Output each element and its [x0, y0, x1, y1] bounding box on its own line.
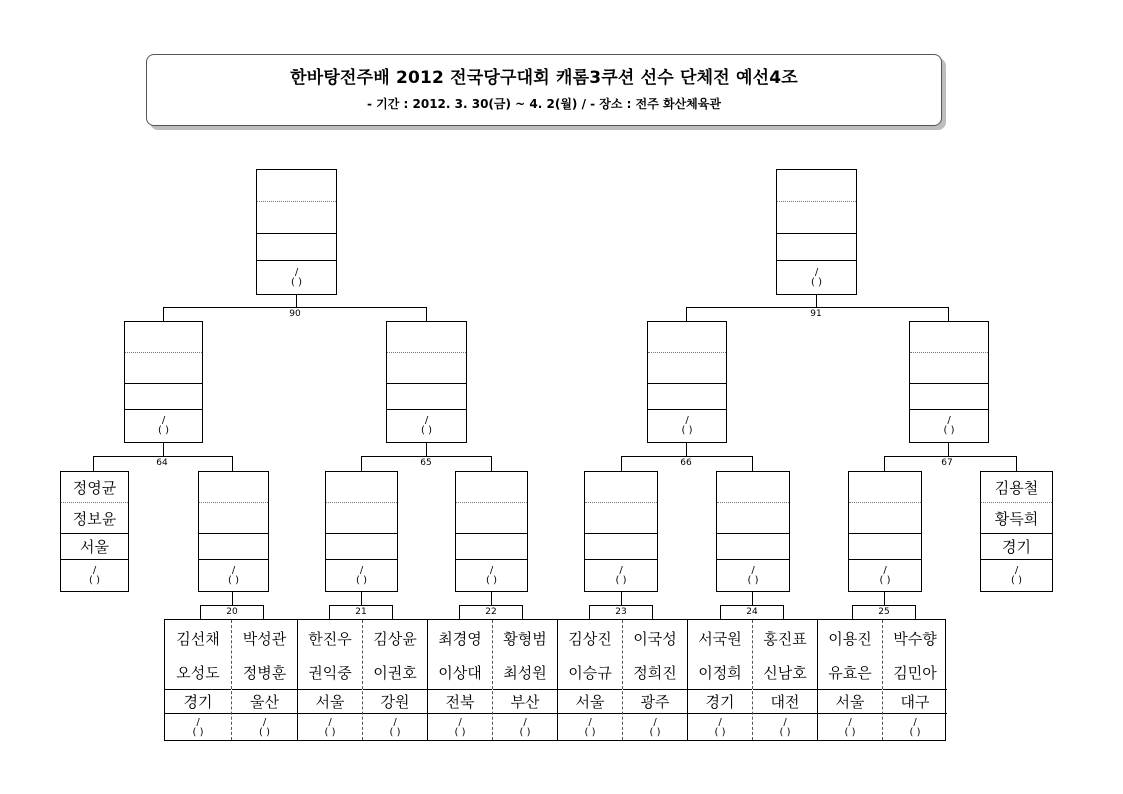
score-slash: /: [424, 415, 429, 426]
result-box-m67-a: [848, 471, 922, 592]
team-column: [232, 620, 298, 740]
bracket-line: [361, 456, 362, 472]
match-label-box: 21: [329, 605, 393, 619]
player-cell: [456, 472, 527, 503]
player-cell: 권익중: [298, 656, 362, 690]
bracket-line: [752, 456, 753, 472]
score-slash: /: [359, 564, 364, 576]
region-cell: 전북: [428, 690, 492, 714]
player-cell: [777, 170, 856, 202]
score-slash: /: [196, 717, 200, 728]
bracket-line: [491, 456, 492, 472]
region-cell: [125, 384, 202, 410]
player-cell: 황득희: [981, 503, 1052, 534]
player-cell: [125, 353, 202, 384]
score-slash: /: [458, 717, 462, 728]
score-parens: ( ): [1011, 574, 1022, 586]
score-parens: ( ): [158, 425, 169, 436]
player-cell: [910, 353, 988, 384]
score-parens: ( ): [811, 276, 822, 288]
score-parens: ( ): [879, 574, 891, 586]
region-cell: 서울: [298, 690, 362, 714]
player-cell: [125, 322, 202, 353]
score-slash: /: [718, 717, 722, 728]
score-parens: ( ): [615, 574, 627, 586]
region-cell: 서울: [61, 534, 128, 560]
region-cell: 서울: [558, 690, 622, 714]
bracket-line: [686, 307, 949, 308]
region-cell: 대구: [883, 690, 947, 714]
player-cell: [199, 472, 268, 503]
player-cell: [326, 503, 397, 534]
score-slash: /: [947, 415, 951, 426]
bracket-line: [163, 307, 427, 308]
seeded-team-right: [980, 471, 1053, 592]
score-parens: ( ): [291, 276, 302, 288]
player-cell: 최성원: [493, 656, 557, 690]
score-cell: [717, 560, 789, 591]
player-cell: 김선채: [176, 629, 220, 648]
score-cell: [623, 714, 687, 742]
score-slash: /: [262, 717, 267, 728]
player-cell: [326, 472, 397, 503]
region-cell: 경기: [688, 690, 752, 714]
score-cell: [363, 714, 427, 742]
region-cell: [387, 384, 466, 410]
region-cell: 경기: [165, 690, 231, 714]
region-cell: [777, 234, 856, 261]
player-cell: 최경영: [438, 629, 482, 648]
player-cell: 박수향: [893, 629, 937, 648]
score-parens: ( ): [454, 727, 466, 738]
player-cell: 김상윤: [373, 629, 417, 648]
region-cell: [585, 534, 657, 560]
score-cell: [910, 410, 988, 442]
team-column: [363, 620, 428, 740]
score-parens: ( ): [89, 574, 100, 586]
bracket-line: [426, 443, 427, 457]
score-parens: ( ): [779, 727, 791, 738]
player-cell: 정보윤: [61, 503, 128, 534]
player-cell: 정영균: [61, 472, 128, 503]
player-cell: [585, 503, 657, 534]
player-cell: 김용철: [981, 472, 1052, 503]
score-cell: [428, 714, 492, 742]
region-cell: 대전: [753, 690, 817, 714]
player-cell: [648, 322, 726, 353]
bracket-line: [93, 456, 233, 457]
player-cell: 정희진: [623, 656, 687, 690]
result-box-m91-b: [909, 321, 989, 443]
bracket-line: [621, 592, 622, 606]
score-parens: ( ): [943, 425, 955, 436]
bracket-line: [948, 307, 949, 322]
player-cell: 이용진: [828, 629, 872, 648]
bracket-line: [491, 592, 492, 606]
score-cell: [981, 560, 1052, 591]
score-cell: [818, 714, 882, 742]
player-cell: [849, 472, 921, 503]
result-box-m65-a: [325, 471, 398, 592]
player-cell: 황형범: [503, 629, 547, 648]
region-cell: [456, 534, 527, 560]
team-column: [753, 620, 818, 740]
result-box-m66-a: [584, 471, 658, 592]
score-cell: [232, 714, 297, 742]
team-column: [165, 620, 232, 740]
score-parens: ( ): [519, 727, 531, 738]
player-cell: 한진우: [308, 629, 352, 648]
team-column: [623, 620, 688, 740]
final-result-box-right: [776, 169, 857, 295]
region-cell: [717, 534, 789, 560]
score-cell: [199, 560, 268, 591]
player-cell: [387, 322, 466, 353]
region-cell: [326, 534, 397, 560]
player-cell: [199, 503, 268, 534]
score-parens: ( ): [714, 727, 726, 738]
player-cell: [257, 202, 336, 234]
team-column: [883, 620, 947, 740]
bracket-line: [884, 456, 1017, 457]
score-slash: /: [783, 717, 787, 728]
region-cell: 강원: [363, 690, 427, 714]
team-column: [298, 620, 363, 740]
region-cell: 부산: [493, 690, 557, 714]
score-cell: [753, 714, 817, 742]
result-box-m64-b: [198, 471, 269, 592]
team-column: [818, 620, 883, 740]
score-cell: [257, 261, 336, 294]
title-banner: [146, 54, 942, 126]
player-cell: 유효은: [818, 656, 882, 690]
match-number: 67: [941, 458, 953, 468]
score-cell: [883, 714, 947, 742]
score-slash: /: [231, 564, 236, 576]
score-cell: [688, 714, 752, 742]
score-slash: /: [92, 564, 97, 576]
bracket-line: [884, 592, 885, 606]
score-slash: /: [1014, 564, 1019, 576]
score-slash: /: [393, 717, 397, 728]
region-cell: 울산: [232, 690, 297, 714]
bracket-line: [232, 456, 233, 472]
match-number: 65: [420, 458, 432, 468]
score-slash: /: [751, 564, 755, 576]
player-cell: 신남호: [753, 656, 817, 690]
bracket-line: [163, 443, 164, 457]
score-cell: [456, 560, 527, 591]
score-cell: [585, 560, 657, 591]
score-slash: /: [294, 266, 299, 278]
score-parens: ( ): [324, 727, 336, 738]
bracket-line: [163, 307, 164, 322]
bracket-line: [1016, 456, 1017, 472]
score-slash: /: [619, 564, 623, 576]
score-cell: [558, 714, 622, 742]
score-parens: ( ): [584, 727, 596, 738]
score-cell: [777, 261, 856, 294]
result-box-m66-b: [716, 471, 790, 592]
score-slash: /: [814, 266, 819, 278]
player-cell: 오성도: [165, 656, 231, 690]
score-parens: ( ): [421, 425, 432, 436]
score-parens: ( ): [192, 727, 204, 738]
final-result-box-left: [256, 169, 337, 295]
player-cell: 이권호: [363, 656, 427, 690]
match-number: 91: [810, 309, 822, 319]
score-parens: ( ): [389, 727, 401, 738]
bracket-line: [686, 443, 687, 457]
bracket-line: [361, 592, 362, 606]
score-cell: [849, 560, 921, 591]
score-slash: /: [685, 415, 689, 426]
bracket-line: [621, 456, 622, 472]
team-column: [428, 620, 493, 740]
player-cell: [717, 472, 789, 503]
match-label-box: 20: [200, 605, 264, 619]
score-cell: [326, 560, 397, 591]
player-cell: 김상진: [568, 629, 612, 648]
score-parens: ( ): [259, 727, 270, 738]
team-column: [558, 620, 623, 740]
match-label-box: 23: [589, 605, 653, 619]
score-parens: ( ): [649, 727, 661, 738]
score-cell: [165, 714, 231, 742]
first-round-table: [164, 619, 946, 741]
region-cell: 경기: [981, 534, 1052, 560]
seeded-team-left: [60, 471, 129, 592]
match-label-box: 25: [852, 605, 916, 619]
match-label-box: 22: [459, 605, 523, 619]
bracket-line: [948, 443, 949, 457]
player-cell: 이승규: [558, 656, 622, 690]
score-slash: /: [523, 717, 527, 728]
player-cell: [717, 503, 789, 534]
match-number: 64: [156, 458, 168, 468]
score-slash: /: [653, 717, 657, 728]
player-cell: [456, 503, 527, 534]
match-number: 90: [289, 309, 301, 319]
bracket-line: [361, 456, 492, 457]
player-cell: 홍진표: [763, 629, 807, 648]
score-slash: /: [489, 564, 494, 576]
score-cell: [125, 410, 202, 442]
score-parens: ( ): [844, 727, 856, 738]
result-box-m65-b: [455, 471, 528, 592]
region-cell: [648, 384, 726, 410]
player-cell: 이국성: [633, 629, 677, 648]
score-cell: [387, 410, 466, 442]
score-slash: /: [883, 564, 887, 576]
score-cell: [298, 714, 362, 742]
score-parens: ( ): [228, 574, 239, 586]
score-parens: ( ): [356, 574, 367, 586]
player-cell: 서국원: [698, 629, 742, 648]
score-slash: /: [913, 717, 917, 728]
score-parens: ( ): [747, 574, 759, 586]
player-cell: [849, 503, 921, 534]
score-slash: /: [328, 717, 332, 728]
score-slash: /: [161, 415, 166, 426]
player-cell: 박성관: [242, 629, 287, 648]
bracket-line: [884, 456, 885, 472]
result-box-m91-a: [647, 321, 727, 443]
bracket-line: [426, 307, 427, 322]
bracket-line: [752, 592, 753, 606]
region-cell: [199, 534, 268, 560]
score-parens: ( ): [681, 425, 693, 436]
page-title: 한바탕전주배 2012 전국당구대회 캐롬3쿠션 선수 단체전 예선4조: [290, 68, 798, 88]
bracket-line: [686, 307, 687, 322]
score-parens: ( ): [909, 727, 921, 738]
player-cell: 김민아: [883, 656, 947, 690]
region-cell: 광주: [623, 690, 687, 714]
player-cell: [387, 353, 466, 384]
player-cell: [777, 202, 856, 234]
result-box-m90-a: [124, 321, 203, 443]
score-slash: /: [588, 717, 592, 728]
player-cell: [585, 472, 657, 503]
score-cell: [648, 410, 726, 442]
player-cell: 이상대: [428, 656, 492, 690]
score-slash: /: [848, 717, 852, 728]
match-label-box: 24: [720, 605, 784, 619]
result-box-m90-b: [386, 321, 467, 443]
player-cell: [257, 170, 336, 202]
score-cell: [493, 714, 557, 742]
player-cell: 정병훈: [232, 656, 297, 690]
team-column: [493, 620, 558, 740]
score-cell: [61, 560, 128, 591]
score-parens: ( ): [486, 574, 497, 586]
player-cell: [910, 322, 988, 353]
match-number: 66: [680, 458, 692, 468]
region-cell: [910, 384, 988, 410]
bracket-line: [232, 592, 233, 606]
player-cell: [648, 353, 726, 384]
region-cell: [849, 534, 921, 560]
bracket-line: [93, 456, 94, 472]
region-cell: 서울: [818, 690, 882, 714]
bracket-line: [621, 456, 753, 457]
player-cell: 이정희: [688, 656, 752, 690]
region-cell: [257, 234, 336, 261]
team-column: [688, 620, 753, 740]
event-info: - 기간 : 2012. 3. 30(금) ~ 4. 2(월) / - 장소 : 전주 화산체육관: [367, 97, 721, 111]
